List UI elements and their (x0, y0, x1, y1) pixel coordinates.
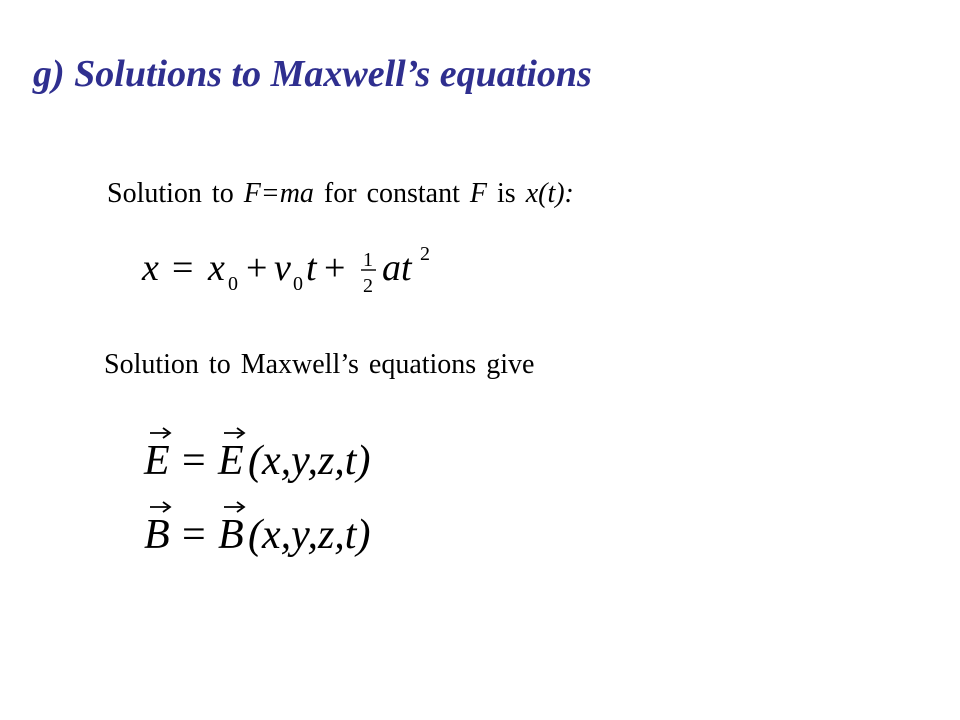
eq-var: B (218, 512, 244, 558)
eq-var: x (208, 247, 225, 289)
slide-title: g) Solutions to Maxwell’s equations (33, 53, 592, 95)
eq-var: E (144, 438, 170, 484)
eq-var: x (142, 247, 159, 289)
eq-sign: = (172, 247, 194, 289)
equation-magnetic-field (138, 496, 408, 560)
text-fragment-italic: F (469, 178, 487, 209)
eq-sign: + (246, 247, 268, 289)
eq-var: at (382, 247, 412, 289)
eq-sign: = (182, 512, 206, 558)
vector-arrow-icon (150, 502, 170, 512)
eq-var: v (274, 247, 291, 289)
eq-args: (x,y,z,t) (248, 438, 371, 484)
eq-fraction-denominator: 2 (363, 275, 373, 297)
equation-kinematics (138, 238, 448, 300)
eq-fraction-numerator: 1 (363, 249, 373, 271)
eq-exponent: 2 (420, 243, 430, 265)
text-fragment: Solution to (107, 178, 244, 209)
text-fragment-italic: F=ma (243, 178, 314, 209)
eq-sign: + (324, 247, 346, 289)
eq-var: B (144, 512, 170, 558)
text-fragment: for constant (313, 178, 470, 209)
equation-electric-field (138, 422, 408, 486)
text-line-maxwell: Solution to Maxwell’s equations give (104, 349, 535, 380)
eq-subscript: 0 (228, 273, 238, 295)
eq-subscript: 0 (293, 273, 303, 295)
vector-arrow-icon (224, 502, 244, 512)
text-fragment-italic: x(t): (525, 178, 574, 209)
eq-var: E (218, 438, 244, 484)
text-fragment: is (487, 178, 526, 209)
eq-args: (x,y,z,t) (248, 512, 371, 558)
vector-arrow-icon (224, 428, 244, 438)
eq-var: t (306, 247, 317, 289)
text-line-fma (107, 178, 574, 210)
eq-sign: = (182, 438, 206, 484)
vector-arrow-icon (150, 428, 170, 438)
